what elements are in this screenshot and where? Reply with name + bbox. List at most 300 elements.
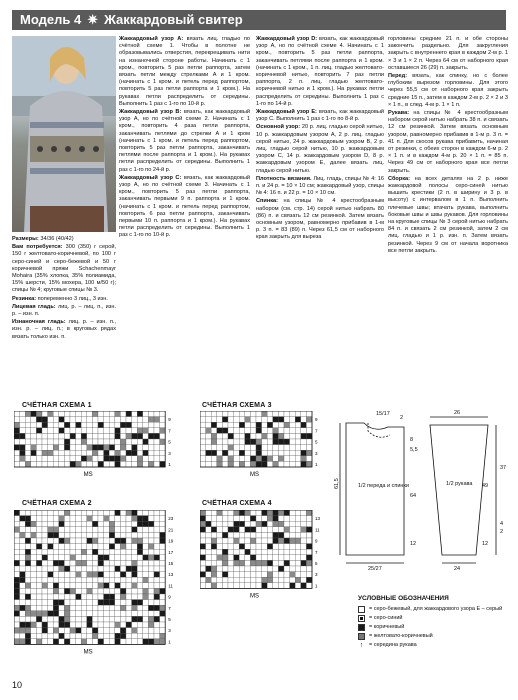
chart-cell bbox=[256, 461, 262, 467]
chart-cell bbox=[245, 560, 251, 566]
chart-cell bbox=[132, 566, 138, 572]
row-number: 1 bbox=[315, 462, 318, 467]
chart-cell bbox=[239, 583, 245, 589]
chart-cell bbox=[284, 549, 290, 555]
chart-cell bbox=[217, 445, 223, 451]
chart-cell bbox=[42, 594, 48, 600]
chart-cell bbox=[120, 566, 126, 572]
chart-cell bbox=[14, 572, 20, 578]
chart-cell bbox=[120, 633, 126, 639]
chart-cell bbox=[126, 538, 132, 544]
chart-cell bbox=[92, 544, 98, 550]
chart-cell bbox=[239, 572, 245, 578]
chart-cell bbox=[143, 560, 149, 566]
chart-cell bbox=[137, 521, 143, 527]
chart-cell bbox=[250, 572, 256, 578]
chart-cell bbox=[284, 572, 290, 578]
chart-cell bbox=[206, 439, 212, 445]
chart-cell bbox=[284, 566, 290, 572]
chart-cell bbox=[42, 577, 48, 583]
chart-cell bbox=[70, 600, 76, 606]
chart-cell bbox=[53, 433, 59, 439]
chart-cell bbox=[48, 428, 54, 434]
chart-cell bbox=[206, 583, 212, 589]
chart-cell bbox=[48, 445, 54, 451]
chart-1-title: СЧЁТНАЯ СХЕМА 1 bbox=[22, 402, 92, 409]
chart-cell bbox=[14, 516, 20, 522]
chart-cell bbox=[120, 439, 126, 445]
chart-cell bbox=[211, 456, 217, 462]
chart-cell bbox=[76, 611, 82, 617]
chart-cell bbox=[148, 622, 154, 628]
chart-cell bbox=[53, 510, 59, 516]
chart-cell bbox=[301, 456, 307, 462]
chart-cell bbox=[273, 538, 279, 544]
chart-cell bbox=[154, 417, 160, 423]
chart-cell bbox=[273, 532, 279, 538]
chart-cell bbox=[256, 538, 262, 544]
chart-cell bbox=[206, 510, 212, 516]
chart-cell bbox=[262, 456, 268, 462]
chart-cell bbox=[76, 588, 82, 594]
chart-cell bbox=[290, 428, 296, 434]
chart-cell bbox=[250, 428, 256, 434]
chart-cell bbox=[115, 510, 121, 516]
chart-cell bbox=[211, 577, 217, 583]
chart-cell bbox=[59, 428, 65, 434]
chart-cell bbox=[20, 450, 26, 456]
chart-cell bbox=[154, 510, 160, 516]
chart-cell bbox=[36, 461, 42, 467]
chart-cell bbox=[81, 605, 87, 611]
chart-cell bbox=[211, 583, 217, 589]
chart-cell bbox=[137, 544, 143, 550]
chart-cell bbox=[250, 516, 256, 522]
chart-cell bbox=[200, 555, 206, 561]
chart-cell bbox=[36, 510, 42, 516]
chart-cell bbox=[25, 583, 31, 589]
chart-cell bbox=[217, 428, 223, 434]
chart-cell bbox=[109, 450, 115, 456]
chart-cell bbox=[154, 560, 160, 566]
chart-cell bbox=[160, 577, 166, 583]
chart-cell bbox=[132, 544, 138, 550]
chart-cell bbox=[31, 633, 37, 639]
chart-cell bbox=[81, 566, 87, 572]
chart-cell bbox=[267, 532, 273, 538]
legend-text: = желтовато-коричневый bbox=[369, 633, 433, 639]
chart-cell bbox=[284, 516, 290, 522]
chart-cell bbox=[76, 417, 82, 423]
chart-cell bbox=[87, 445, 93, 451]
chart-cell bbox=[115, 600, 121, 606]
chart-cell bbox=[31, 616, 37, 622]
chart-cell bbox=[53, 583, 59, 589]
chart-cell bbox=[59, 450, 65, 456]
chart-cell bbox=[301, 527, 307, 533]
chart-cell bbox=[92, 422, 98, 428]
chart-cell bbox=[31, 639, 37, 645]
chart-cell bbox=[137, 439, 143, 445]
chart-cell bbox=[76, 433, 82, 439]
chart-cell bbox=[278, 456, 284, 462]
chart-cell bbox=[109, 622, 115, 628]
chart-cell bbox=[295, 560, 301, 566]
chart-cell bbox=[306, 555, 312, 561]
chart-cell bbox=[98, 622, 104, 628]
chart-cell bbox=[25, 456, 31, 462]
chart-cell bbox=[87, 411, 93, 417]
chart-cell bbox=[273, 527, 279, 533]
chart-cell bbox=[245, 577, 251, 583]
chart-cell bbox=[20, 456, 26, 462]
chart-cell bbox=[306, 433, 312, 439]
chart-cell bbox=[228, 411, 234, 417]
chart-cell bbox=[206, 555, 212, 561]
chart-cell bbox=[120, 456, 126, 462]
chart-cell bbox=[98, 417, 104, 423]
chart-cell bbox=[48, 572, 54, 578]
chart-cell bbox=[132, 560, 138, 566]
chart-cell bbox=[59, 622, 65, 628]
chart-cell bbox=[200, 450, 206, 456]
chart-cell bbox=[301, 532, 307, 538]
chart-cell bbox=[53, 560, 59, 566]
chart-cell bbox=[126, 521, 132, 527]
chart-cell bbox=[20, 538, 26, 544]
chart-cell bbox=[132, 605, 138, 611]
chart-cell bbox=[295, 572, 301, 578]
chart-cell bbox=[211, 532, 217, 538]
chart-cell bbox=[143, 605, 149, 611]
chart-cell bbox=[81, 532, 87, 538]
chart-cell bbox=[256, 450, 262, 456]
chart-cell bbox=[200, 532, 206, 538]
chart-cell bbox=[262, 538, 268, 544]
chart-cell bbox=[267, 572, 273, 578]
chart-cell bbox=[217, 456, 223, 462]
chart-cell bbox=[132, 450, 138, 456]
chart-cell bbox=[278, 433, 284, 439]
chart-cell bbox=[137, 411, 143, 417]
chart-cell bbox=[76, 628, 82, 634]
chart-cell bbox=[126, 461, 132, 467]
chart-cell bbox=[14, 450, 20, 456]
chart-cell bbox=[92, 622, 98, 628]
chart-cell bbox=[109, 605, 115, 611]
chart-cell bbox=[137, 560, 143, 566]
chart-cell bbox=[160, 461, 166, 467]
chart-cell bbox=[87, 611, 93, 617]
chart-cell bbox=[211, 527, 217, 533]
chart-cell bbox=[306, 532, 312, 538]
chart-cell bbox=[104, 549, 110, 555]
chart-cell bbox=[59, 439, 65, 445]
chart-cell bbox=[70, 521, 76, 527]
chart-cell bbox=[109, 628, 115, 634]
chart-cell bbox=[64, 611, 70, 617]
chart-cell bbox=[70, 439, 76, 445]
chart-cell bbox=[14, 544, 20, 550]
chart-cell bbox=[137, 611, 143, 617]
chart-cell bbox=[228, 422, 234, 428]
chart-cell bbox=[267, 538, 273, 544]
chart-cell bbox=[256, 566, 262, 572]
chart-cell bbox=[76, 411, 82, 417]
chart-cell bbox=[228, 439, 234, 445]
chart-3-title: СЧЁТНАЯ СХЕМА 3 bbox=[202, 402, 272, 409]
chart-cell bbox=[109, 510, 115, 516]
chart-cell bbox=[53, 422, 59, 428]
chart-cell bbox=[306, 411, 312, 417]
model-label: Модель 4 bbox=[20, 12, 82, 27]
chart-cell bbox=[104, 583, 110, 589]
chart-cell bbox=[104, 456, 110, 462]
chart-cell bbox=[59, 600, 65, 606]
chart-cell bbox=[245, 516, 251, 522]
chart-cell bbox=[104, 422, 110, 428]
chart-cell bbox=[48, 633, 54, 639]
chart-cell bbox=[245, 521, 251, 527]
chart-cell bbox=[234, 521, 240, 527]
chart-cell bbox=[36, 428, 42, 434]
chart-cell bbox=[143, 510, 149, 516]
chart-cell bbox=[104, 622, 110, 628]
chart-cell bbox=[245, 583, 251, 589]
chart-cell bbox=[25, 450, 31, 456]
chart-cell bbox=[48, 583, 54, 589]
chart-cell bbox=[36, 605, 42, 611]
chart-cell bbox=[211, 422, 217, 428]
chart-cell bbox=[76, 572, 82, 578]
chart-cell bbox=[81, 422, 87, 428]
chart-cell bbox=[20, 532, 26, 538]
chart-cell bbox=[42, 510, 48, 516]
chart-cell bbox=[53, 555, 59, 561]
chart-cell bbox=[59, 611, 65, 617]
chart-cell bbox=[267, 422, 273, 428]
chart-cell bbox=[31, 527, 37, 533]
chart-cell bbox=[36, 588, 42, 594]
chart-cell bbox=[120, 560, 126, 566]
chart-cell bbox=[154, 633, 160, 639]
chart-cell bbox=[70, 544, 76, 550]
chart-cell bbox=[53, 521, 59, 527]
chart-cell bbox=[64, 417, 70, 423]
chart-cell bbox=[234, 549, 240, 555]
chart-cell bbox=[234, 555, 240, 561]
legend-item bbox=[358, 614, 508, 623]
chart-cell bbox=[109, 445, 115, 451]
chart-cell bbox=[278, 572, 284, 578]
chart-cell bbox=[59, 417, 65, 423]
chart-cell bbox=[53, 577, 59, 583]
chart-cell bbox=[20, 628, 26, 634]
chart-cell bbox=[64, 428, 70, 434]
chart-cell bbox=[53, 639, 59, 645]
chart-cell bbox=[137, 594, 143, 600]
chart-cell bbox=[42, 605, 48, 611]
chart-cell bbox=[148, 633, 154, 639]
chart-cell bbox=[109, 611, 115, 617]
chart-cell bbox=[59, 566, 65, 572]
chart-cell bbox=[120, 572, 126, 578]
chart-cell bbox=[228, 461, 234, 467]
chart-cell bbox=[284, 445, 290, 451]
chart-cell bbox=[59, 538, 65, 544]
chart-cell bbox=[14, 583, 20, 589]
chart-cell bbox=[14, 456, 20, 462]
chart-cell bbox=[132, 549, 138, 555]
chart-cell bbox=[48, 411, 54, 417]
row-number: 13 bbox=[168, 572, 174, 578]
chart-cell bbox=[115, 566, 121, 572]
dim-cuff: 24 bbox=[454, 566, 461, 572]
title-bar bbox=[12, 10, 506, 30]
chart-cell bbox=[250, 538, 256, 544]
chart-cell bbox=[295, 527, 301, 533]
chart-cell bbox=[81, 600, 87, 606]
chart-cell bbox=[217, 566, 223, 572]
chart-cell bbox=[64, 532, 70, 538]
chart-cell bbox=[126, 450, 132, 456]
chart-cell bbox=[239, 445, 245, 451]
chart-cell bbox=[120, 510, 126, 516]
chart-cell bbox=[228, 555, 234, 561]
chart-cell bbox=[76, 639, 82, 645]
chart-cell bbox=[143, 532, 149, 538]
chart-cell bbox=[126, 445, 132, 451]
chart-cell bbox=[160, 583, 166, 589]
chart-cell bbox=[256, 433, 262, 439]
chart-cell bbox=[59, 532, 65, 538]
chart-cell bbox=[245, 527, 251, 533]
chart-cell bbox=[120, 527, 126, 533]
chart-cell bbox=[76, 633, 82, 639]
chart-cell bbox=[301, 560, 307, 566]
chart-cell bbox=[126, 583, 132, 589]
chart-cell bbox=[87, 549, 93, 555]
pattern-e-text: вязать, как жаккардовый узор C. Выполнить 1 раз с 1-го по 8-й р. bbox=[256, 109, 384, 123]
chart-cell bbox=[206, 527, 212, 533]
chart-cell bbox=[137, 566, 143, 572]
pattern-d-label: Жаккардовый узор D: bbox=[256, 36, 318, 42]
chart-cell bbox=[217, 516, 223, 522]
chart-cell bbox=[132, 577, 138, 583]
chart-cell bbox=[148, 417, 154, 423]
chart-cell bbox=[143, 527, 149, 533]
chart-cell bbox=[42, 583, 48, 589]
chart-cell bbox=[104, 532, 110, 538]
chart-cell bbox=[222, 544, 228, 550]
chart-cell bbox=[137, 445, 143, 451]
chart-cell bbox=[98, 456, 104, 462]
chart-cell bbox=[290, 577, 296, 583]
chart-cell bbox=[20, 544, 26, 550]
chart-cell bbox=[42, 633, 48, 639]
chart-cell bbox=[284, 450, 290, 456]
chart-cell bbox=[234, 422, 240, 428]
chart-cell bbox=[284, 544, 290, 550]
chart-cell bbox=[36, 616, 42, 622]
chart-cell bbox=[154, 532, 160, 538]
chart-cell bbox=[132, 622, 138, 628]
chart-cell bbox=[154, 527, 160, 533]
chart-cell bbox=[154, 450, 160, 456]
chart-cell bbox=[104, 616, 110, 622]
chart-cell bbox=[306, 527, 312, 533]
chart-cell bbox=[148, 555, 154, 561]
chart-cell bbox=[36, 445, 42, 451]
chart-cell bbox=[148, 428, 154, 434]
chart-cell bbox=[92, 616, 98, 622]
chart-cell bbox=[228, 527, 234, 533]
chart-cell bbox=[25, 577, 31, 583]
chart-cell bbox=[143, 417, 149, 423]
chart-cell bbox=[306, 510, 312, 516]
chart-cell bbox=[25, 433, 31, 439]
chart-cell bbox=[20, 439, 26, 445]
chart-cell bbox=[120, 532, 126, 538]
chart-cell bbox=[120, 422, 126, 428]
sleeves-text: на спицы № 4 крестообразным набором серой нитью набрать 38 п. и связать 12 см резинкой. Затем вязать основным узором, равномерно прибавив в 1-м р. 3 п. = 41 п. Для скосов рукава прибавить, начиная от резинки, с обеих сторон в каждом 6-м р. 2 × 1 п. и в каждом 4-м р. 20 × 1 п. = 85 п. Через 49 см от наборного края все петли закрыть. bbox=[388, 110, 508, 174]
chart-cell bbox=[53, 544, 59, 550]
chart-cell bbox=[70, 433, 76, 439]
chart-cell bbox=[59, 461, 65, 467]
chart-cell bbox=[137, 605, 143, 611]
chart-cell bbox=[92, 566, 98, 572]
chart-cell bbox=[206, 433, 212, 439]
chart-cell bbox=[301, 577, 307, 583]
row-number: 3 bbox=[315, 572, 318, 578]
chart-cell bbox=[25, 532, 31, 538]
chart-cell bbox=[160, 560, 166, 566]
legend-item bbox=[358, 623, 508, 632]
text-column-2 bbox=[119, 36, 250, 241]
row-number: 5 bbox=[315, 561, 318, 566]
chart-cell bbox=[262, 417, 268, 423]
chart-cell bbox=[92, 594, 98, 600]
chart-cell bbox=[20, 417, 26, 423]
chart-cell bbox=[132, 588, 138, 594]
chart-cell bbox=[148, 544, 154, 550]
row-number: 1 bbox=[168, 639, 171, 645]
chart-cell bbox=[104, 572, 110, 578]
chart-cell bbox=[143, 411, 149, 417]
chart-cell bbox=[120, 600, 126, 606]
chart-cell bbox=[154, 577, 160, 583]
chart-cell bbox=[284, 417, 290, 423]
chart-cell bbox=[222, 411, 228, 417]
chart-cell bbox=[239, 428, 245, 434]
chart-cell bbox=[42, 555, 48, 561]
chart-cell bbox=[211, 516, 217, 522]
chart-cell bbox=[98, 583, 104, 589]
text-column-3 bbox=[256, 36, 384, 243]
chart-cell bbox=[48, 594, 54, 600]
chart-cell bbox=[64, 527, 70, 533]
chart-cell bbox=[20, 527, 26, 533]
chart-cell bbox=[20, 622, 26, 628]
chart-cell bbox=[59, 577, 65, 583]
chart-cell bbox=[76, 594, 82, 600]
chart-cell bbox=[98, 588, 104, 594]
chart-cell bbox=[160, 594, 166, 600]
chart-cell bbox=[42, 456, 48, 462]
chart-cell bbox=[239, 422, 245, 428]
chart-cell bbox=[25, 510, 31, 516]
chart-cell bbox=[228, 549, 234, 555]
